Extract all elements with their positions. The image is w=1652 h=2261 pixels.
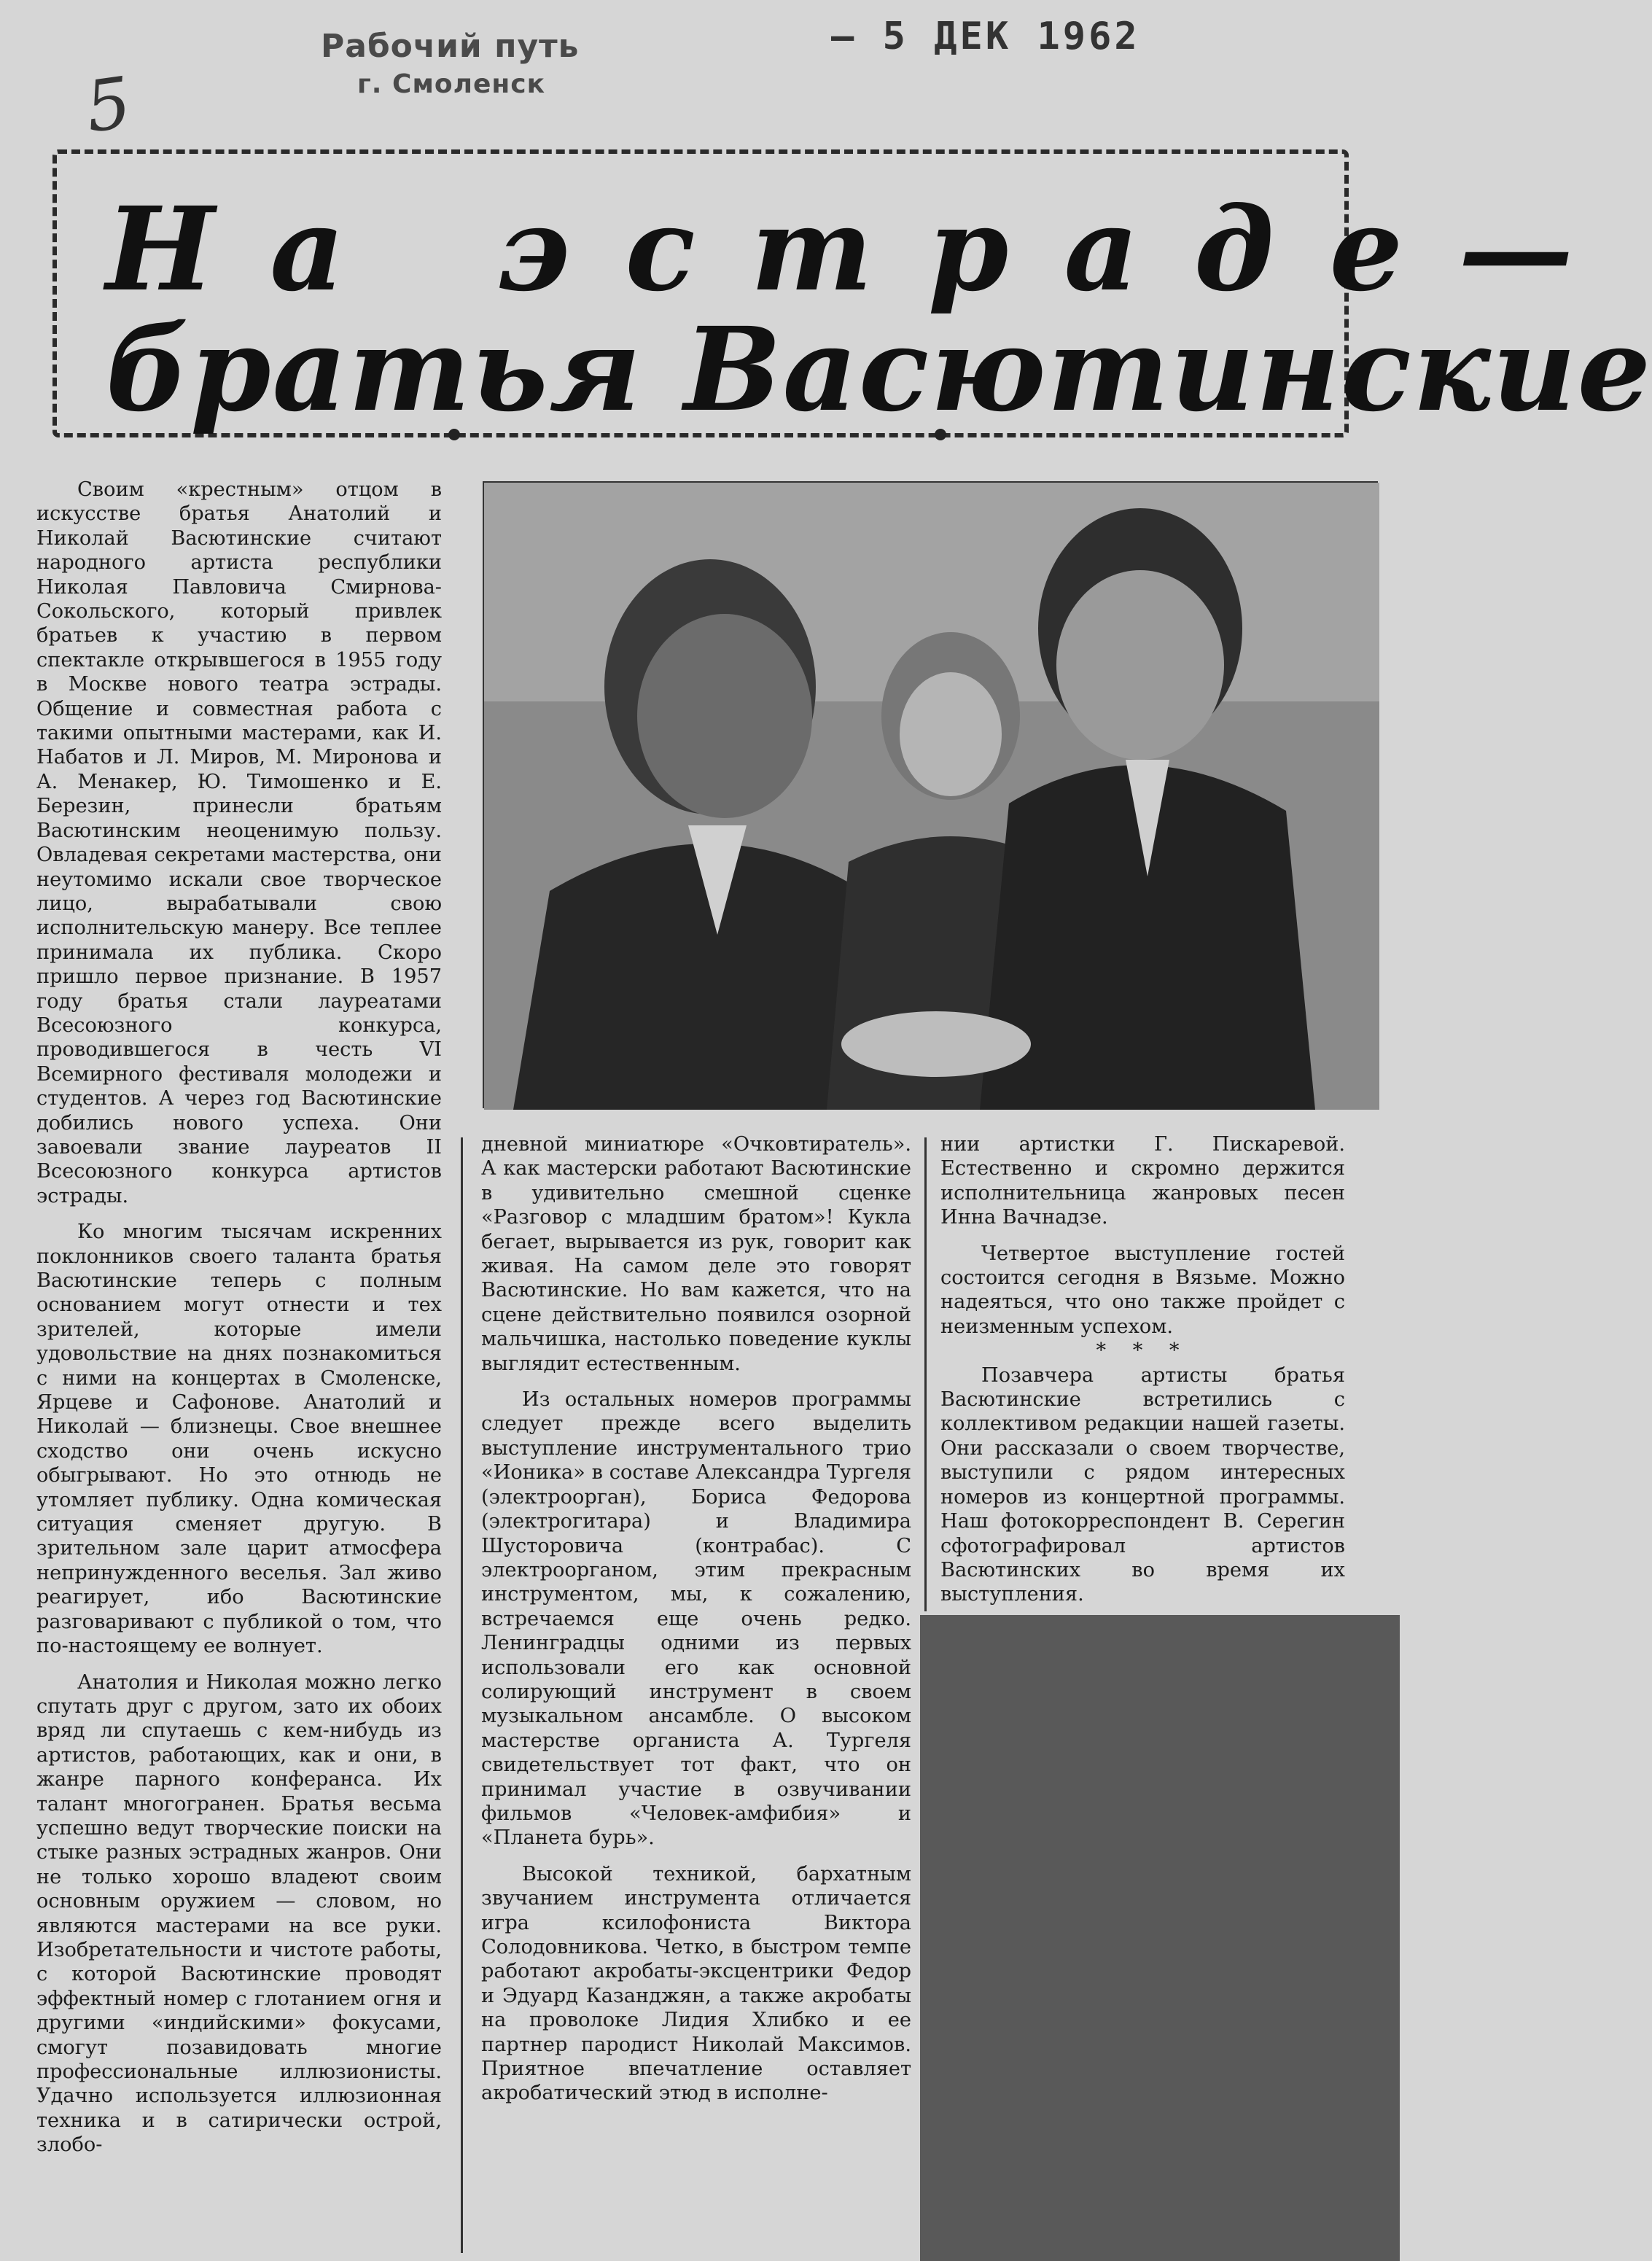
column3-paragraph-1: нии артистки Г. Пискаревой. Естественно и скромно держится исполнительница жанровых песен Инна Вачнадзе. [940, 1133, 1345, 1229]
column2-paragraph-2: Из остальных номеров программы следует прежде всего выделить выступление инструментального трио «Ионика» в составе Александра Тургеля (электроорган), Бориса Федорова (электрогитара) и Владимира Шусторовича (контрабас). С электроорганом, этим прекрасным инструментом, мы, к сожалению, встречаемся еще очень редко. Ленинградцы одними из первых использовали его как основной солирующий инструмент в своем музыкальном ансамбле. О высоком мастерстве органиста А. Тургеля свидетельствует тот факт, что он принимал участие в озвучивании фильмов «Человек-амфибия» и «Планета бурь». [481, 1388, 911, 1850]
column2-paragraph-3: Высокой техникой, бархатным звучанием инструмента отличается игра ксилофониста Виктора Солодовникова. Четко, в быстром темпе работают акробаты-эксцентрики Федор и Эдуард Казанджян, а также акробаты на проволоке Лидия Хлибко и ее партнер пародист Николай Максимов. Приятное впечатление оставляет акробатический этюд в исполне- [481, 1862, 911, 2105]
handwritten-page-number: 5 [80, 61, 136, 149]
date-stamp: — 5 ДЕК 1962 [831, 15, 1140, 58]
article-column-2 [481, 1132, 911, 2106]
article-column-3 [940, 1132, 1345, 1607]
column1-paragraph-1: Своим «крестным» отцом в искусстве братья Анатолий и Николай Васютинские считают народного артиста республики Николая Павловича Смирнова-Сокольского, который привлек братьев к участию в первом спектакле открывшегося в 1955 году в Москве нового театра эстрады. Общение и совместная работа с такими опытными мастерами, как И. Набатов и Л. Миров, М. Миронова и А. Менакер, Ю. Тимошенко и Е. Березин, принесли братьям Васютинским неоценимую пользу. Овладевая секретами мастерства, они неутомимо искали свое творческое лицо, вырабатывали свою исполнительскую манеру. Все теплее принимала их публика. Скоро пришло первое признание. В 1957 году братья стали лауреатами Всесоюзного конкурса, проводившегося в честь VI Всемирного фестиваля молодежи и студентов. А через год Васютинские добились нового успеха. Они завоевали звание лауреатов II Всесоюзного конкурса артистов эстрады. [36, 478, 442, 1207]
column2-paragraph-1: дневной миниатюре «Очковтиратель». А как мастерски работают Васютинские в удивительно смешной сценке «Разговор с младшим братом»! Кукла бегает, вырывается из рук, говорит как живая. На самом деле это говорят Васютинские. Но вам кажется, что на сцене действительно появился озорной мальчишка, настолько поведение куклы выглядит естественным. [481, 1133, 911, 1375]
headline-line-1: На эстраде— [106, 182, 1629, 317]
performers-photo [483, 481, 1378, 1108]
article-column-1 [36, 478, 442, 2157]
newspaper-name-stamp: Рабочий путь [321, 28, 580, 65]
headline-line-2: братья Васютинские [106, 303, 1652, 437]
column1-paragraph-2: Ко многим тысячам искренних поклонников своего таланта братья Васютинские теперь с полным основанием могут отнести и тех зрителей, которые имели удовольствие на днях познакомиться с ними на концертах в Смоленске, Ярцеве и Сафонове. Анатолий и Николай — близнецы. Свое внешнее сходство они очень искусно обыгрывают. Но это отнюдь не утомляет публику. Одна комическая ситуация сменяет другую. В зрительном зале царит атмосфера непринужденного веселья. Зал живо реагирует, ибо Васютинские разговаривают с публикой о том, что по-настоящему ее волнует. [36, 1221, 442, 1658]
section-separator: * * * [1096, 1339, 1190, 1363]
column3-paragraph-3: Позавчера артисты братья Васютинские встретились с коллективом редакции нашей газеты. Они рассказали о своем творчестве, выступили с рядом интересных номеров из концертной программы. Наш фотокорреспондент В. Серегин сфотографировал артистов Васютинских во время их выступления. [940, 1363, 1345, 1606]
column1-paragraph-3: Анатолия и Николая можно легко спутать друг с другом, зато их обоих вряд ли спутаешь с кем-нибудь из артистов, работающих, как и они, в жанре парного конферанса. Их талант многогранен. Братья весьма успешно ведут творческие поиски на стыке разных эстрадных жанров. Они не только хорошо владеют своим основным оружием — словом, но являются мастерами на все руки. Изобретательности и чистоте работы, с которой Васютинские проводят эффектный номер с глотанием огня и другими «индийскими» фокусами, смогут позавидовать многие профессиональные иллюзионисты. Удачно используется иллюзионная техника и в сатирически острой, злобо- [36, 1670, 442, 2157]
photo-illustration [484, 483, 1379, 1110]
column-rule-1 [461, 1137, 463, 2253]
column-rule-2 [924, 1137, 927, 1611]
column3-paragraph-2: Четвертое выступление гостей состоится сегодня в Вязьме. Можно надеяться, что оно также пройдет с неизменным успехом. [940, 1242, 1345, 1338]
city-stamp: г. Смоленск [357, 69, 546, 99]
mount-background-panel [920, 1615, 1400, 2261]
